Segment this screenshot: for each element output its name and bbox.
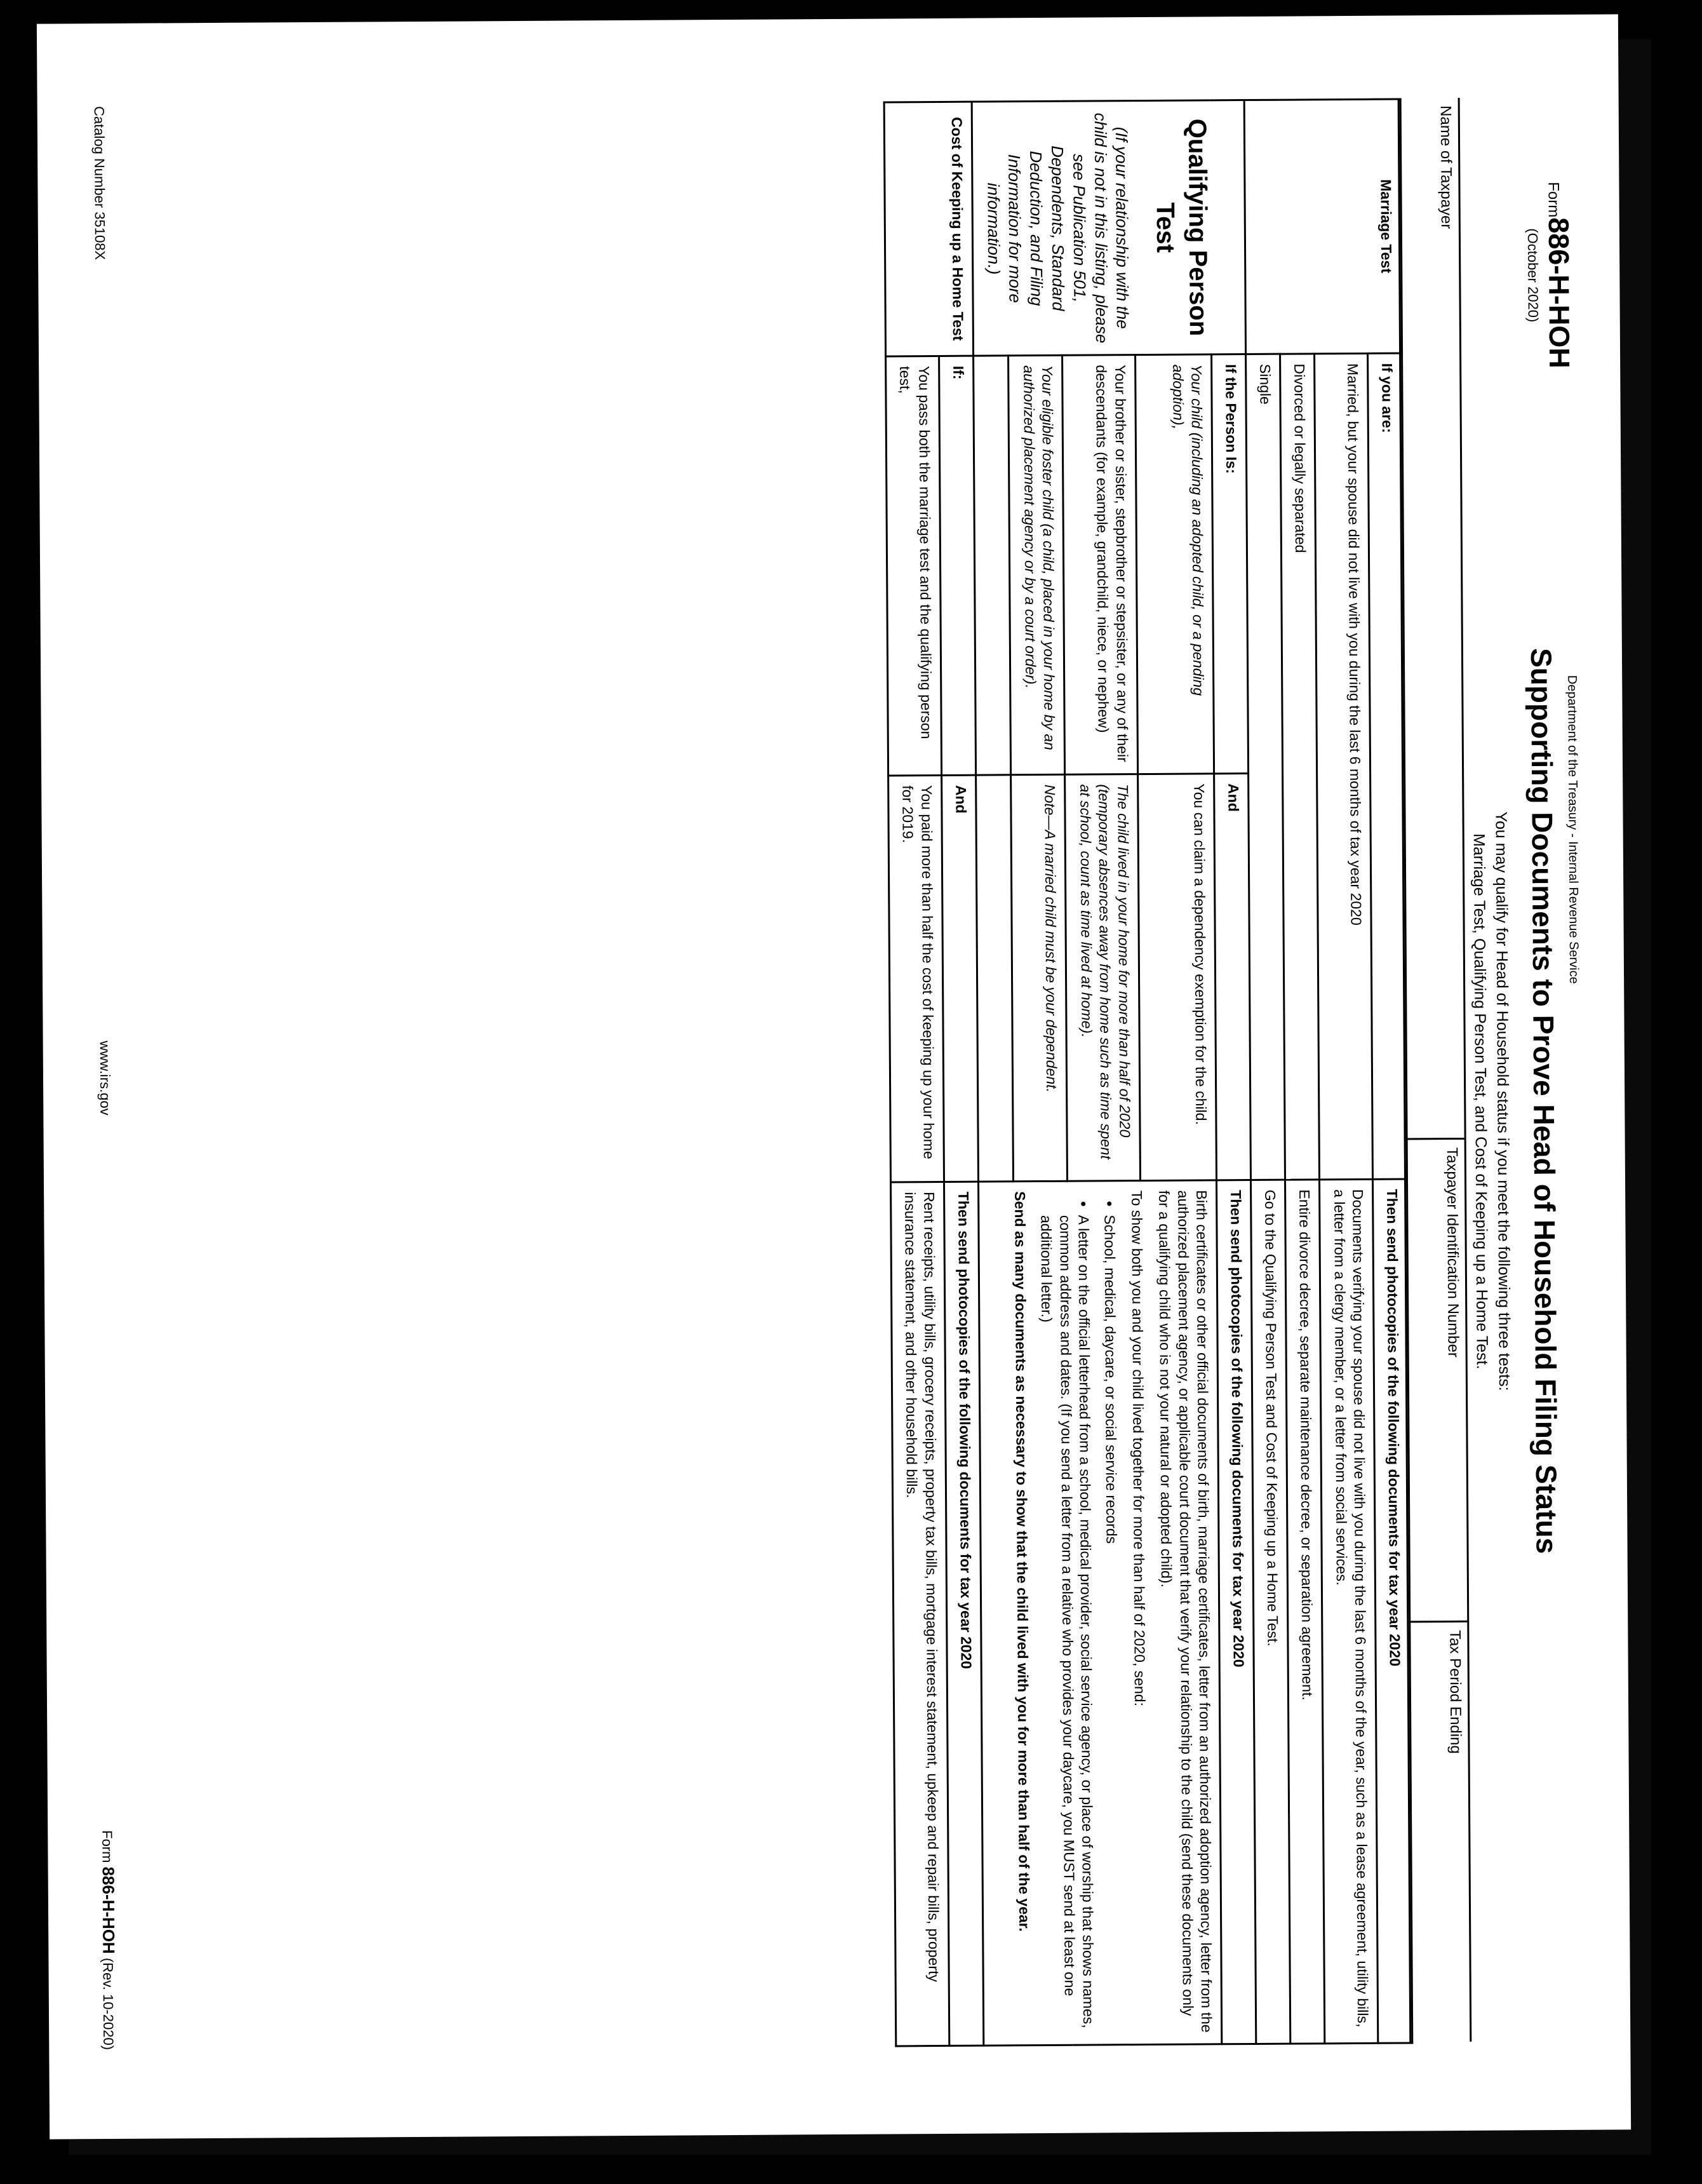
form-subtitle-line-2: Marriage Test, Qualifying Person Test, and Cost of Keeping up a Home Test. xyxy=(1470,833,1491,1370)
cok-row-and: You paid more than half the cost of keeping up your home for 2019. xyxy=(888,775,944,1182)
name-of-taxpayer-label: Name of Taxpayer xyxy=(1437,105,1455,229)
qp-spacer-mid xyxy=(975,775,1013,1182)
form-number: 886-H-HOH xyxy=(1542,217,1576,368)
qualifying-person-title-cell xyxy=(972,100,1246,356)
qp-row-2-and: The child lived in your home for more than half of 2020 (temporary absences away from home such as time spent at school, count as time lived at home). xyxy=(1065,774,1141,1182)
footer-form-number: 886-H-HOH xyxy=(98,1866,119,1954)
qp-birth-certificates-text: Birth certificates or other official documents of birth, marriage certificates, letter from an authorized adoption agency, letter from the authorized placement agency, or applicable court document that verify your relationship to the child (send these documents only for a qualifying child who is not your natural or adopted child). xyxy=(1156,1190,1215,2033)
footer-form-identifier xyxy=(98,1830,119,2050)
qp-spacer-left xyxy=(973,356,1010,775)
marriage-row-1-condition: Married, but your spouse did not live with you during the last 6 months of tax year 2020 xyxy=(1315,353,1372,1180)
marriage-test-title: Marriage Test xyxy=(1244,99,1402,354)
marriage-row-2-documents: Entire divorce decree, separate maintenance decree, or separation agreement. xyxy=(1285,1180,1325,2044)
name-of-taxpayer-field[interactable] xyxy=(1400,98,1464,1140)
cost-of-keeping-title: Cost of Keeping up a Home Test xyxy=(884,102,973,356)
cok-row-documents: Rent receipts, utility bills, grocery receipts, property tax bills, mortgage interest statement, upkeep and repair bills, property insurance statement, and other household bills. xyxy=(891,1182,949,2046)
qp-col2-header: And xyxy=(1214,774,1250,1180)
irs-website[interactable]: www.irs.gov xyxy=(97,1041,114,1116)
department-line: Department of the Treasury - Internal Revenue Service xyxy=(1565,675,1581,984)
cok-col3-header: Then send photocopies of the following documents for tax year 2020 xyxy=(944,1182,984,2046)
qp-col3-header: Then send photocopies of the following documents for tax year 2020 xyxy=(1216,1180,1256,2044)
form-footer xyxy=(91,105,119,2051)
form-identifier-block xyxy=(1524,97,1576,453)
qp-documents-cell xyxy=(978,1180,1221,2046)
qp-row-2-person: Your brother or sister, stepbrother or stepsister, or any of their descendants (for example, grandchild, niece, or nephew) xyxy=(1062,355,1138,775)
qp-col1-header: If the Person Is: xyxy=(1211,354,1248,774)
table-row xyxy=(1134,100,1222,2045)
form-title: Supporting Documents to Prove Head of Household Filing Status xyxy=(1524,647,1564,1554)
footer-form-label: Form xyxy=(99,1830,116,1867)
qualifying-person-title: Qualifying Person Test xyxy=(1151,118,1212,337)
tax-period-ending-field[interactable] xyxy=(1409,1622,1470,2042)
list-item: • School, medical, daycare, or social service records xyxy=(1100,1215,1123,2035)
page-rotation-wrapper xyxy=(69,53,1599,2101)
marriage-row-2-condition: Divorced or legally separated xyxy=(1280,354,1320,1180)
form-number-line xyxy=(1541,97,1576,453)
form-revision-date: (October 2020) xyxy=(1524,228,1541,323)
qp-row-3-and: Note—A married child must be your dependent. xyxy=(1011,774,1068,1182)
footer-form-revision: (Rev. 10-2020) xyxy=(100,1953,117,2051)
list-item: • A letter on the official letterhead from a school, medical provider, social service agency, or place of worship that shows names, common address and dates. (If you send a letter from a relative who provides your daycare, you MUST send at least one additional letter.) xyxy=(1036,1215,1097,2036)
form-body-table xyxy=(883,98,1413,2047)
marriage-row-1-documents: Documents verifying your spouse did not live with you during the last 6 months of the year, such as a lease agreement, utility bills, a letter from a clergy member, or a letter from social services. xyxy=(1320,1179,1378,2043)
marriage-col1-header: If you are: xyxy=(1367,353,1407,1179)
qp-row-3-person: Your eligible foster child (a child, placed in your home by an authorized placement agency or by a court order). xyxy=(1008,355,1065,775)
qp-row-1-and: You can claim a dependency exemption for the child. xyxy=(1137,774,1216,1181)
scanned-page xyxy=(37,14,1631,2139)
tin-label: Taxpayer Identification Number xyxy=(1443,1147,1462,1358)
qp-show-both-intro: To show both you and your child lived together for more than half of 2020, send: xyxy=(1129,1190,1149,1707)
form-label: Form xyxy=(1545,182,1562,218)
qp-send-as-many-text: Send as many documents as necessary to show that the child lived with you for more than half of the year. xyxy=(1012,1191,1033,1932)
cok-col1-header: If: xyxy=(939,356,975,775)
catalog-number: Catalog Number 35108X xyxy=(91,105,109,260)
irs-form-886-h-hoh xyxy=(69,53,1599,2101)
marriage-row-3-condition: Single xyxy=(1246,354,1285,1180)
marriage-row-3-documents: Go to the Qualifying Person Test and Cost of Keeping up a Home Test. xyxy=(1250,1180,1290,2044)
form-subtitle-line-1: You may qualify for Head of Household status if you meet the following three tests: xyxy=(1492,811,1514,1391)
marriage-col2-header: Then send photocopies of the following documents for tax year 2020 xyxy=(1372,1179,1412,2043)
taxpayer-identification-number-field[interactable] xyxy=(1406,1140,1468,1623)
qp-row-1-person: Your child (including an adopted child, or a pending adoption), xyxy=(1135,354,1214,774)
cok-col2-header: And xyxy=(941,775,978,1182)
qp-document-bullets xyxy=(1036,1190,1123,2035)
cok-row-if: You pass both the marriage test and the qualifying person test, xyxy=(886,356,941,775)
qualifying-person-note: (If your relationship with the child is not in this listing, please see Publication 501, Dependents, Standard Deduction, and Filing Information for more information.) xyxy=(984,112,1133,344)
tax-period-ending-label: Tax Period Ending xyxy=(1446,1629,1464,1754)
